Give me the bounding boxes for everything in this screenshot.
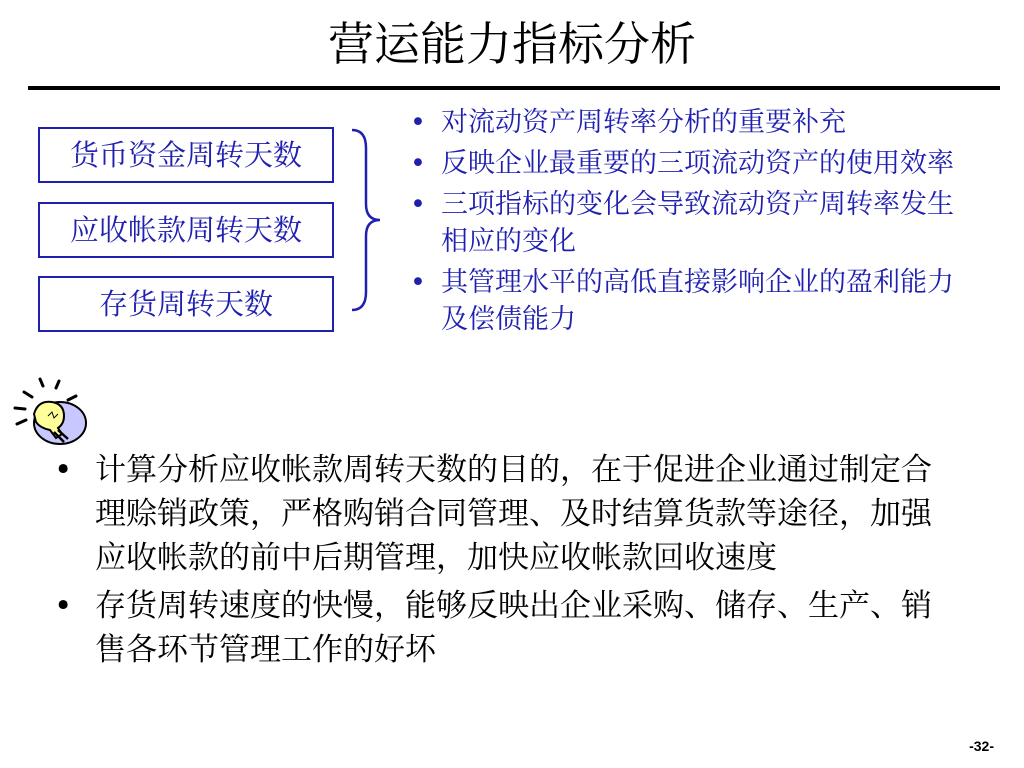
lightbulb-icon <box>10 372 90 448</box>
list-item <box>54 448 959 580</box>
findings-list <box>410 104 970 342</box>
list-item <box>410 104 970 141</box>
list-item-text: 对流动资产周转率分析的重要补充 <box>441 107 846 138</box>
list-item-text: 存货周转速度的快慢，能够反映出企业采购、储存、生产、销售各环节管理工作的好坏 <box>95 588 932 668</box>
grouping-brace <box>348 128 388 312</box>
metric-box-receivables-days: 应收帐款周转天数 <box>38 202 334 258</box>
bullet-mark: • <box>410 107 426 138</box>
list-item-text: 反映企业最重要的三项流动资产的使用效率 <box>441 148 954 179</box>
page-number: -32- <box>969 738 994 754</box>
bullet-mark: • <box>410 267 426 298</box>
list-item-text: 其管理水平的高低直接影响企业的盈利能力及偿债能力 <box>441 267 954 335</box>
title-divider <box>28 86 1000 90</box>
list-item <box>410 186 970 260</box>
list-item <box>410 264 970 338</box>
list-item-text: 三项指标的变化会导致流动资产周转率发生相应的变化 <box>441 189 954 257</box>
bullet-mark: • <box>54 452 73 488</box>
metric-box-inventory-days: 存货周转天数 <box>38 276 334 332</box>
purpose-list <box>54 448 959 676</box>
list-item <box>410 145 970 182</box>
metric-box-cash-days: 货币资金周转天数 <box>38 127 334 183</box>
bullet-mark: • <box>54 588 73 624</box>
slide-title: 营运能力指标分析 <box>328 17 696 71</box>
bullet-mark: • <box>410 189 426 220</box>
bullet-mark: • <box>410 148 426 179</box>
list-item <box>54 584 959 672</box>
list-item-text: 计算分析应收帐款周转天数的目的，在于促进企业通过制定合理赊销政策，严格购销合同管理、及时结算货款等途径，加强应收帐款的前中后期管理，加快应收帐款回收速度 <box>95 452 932 576</box>
